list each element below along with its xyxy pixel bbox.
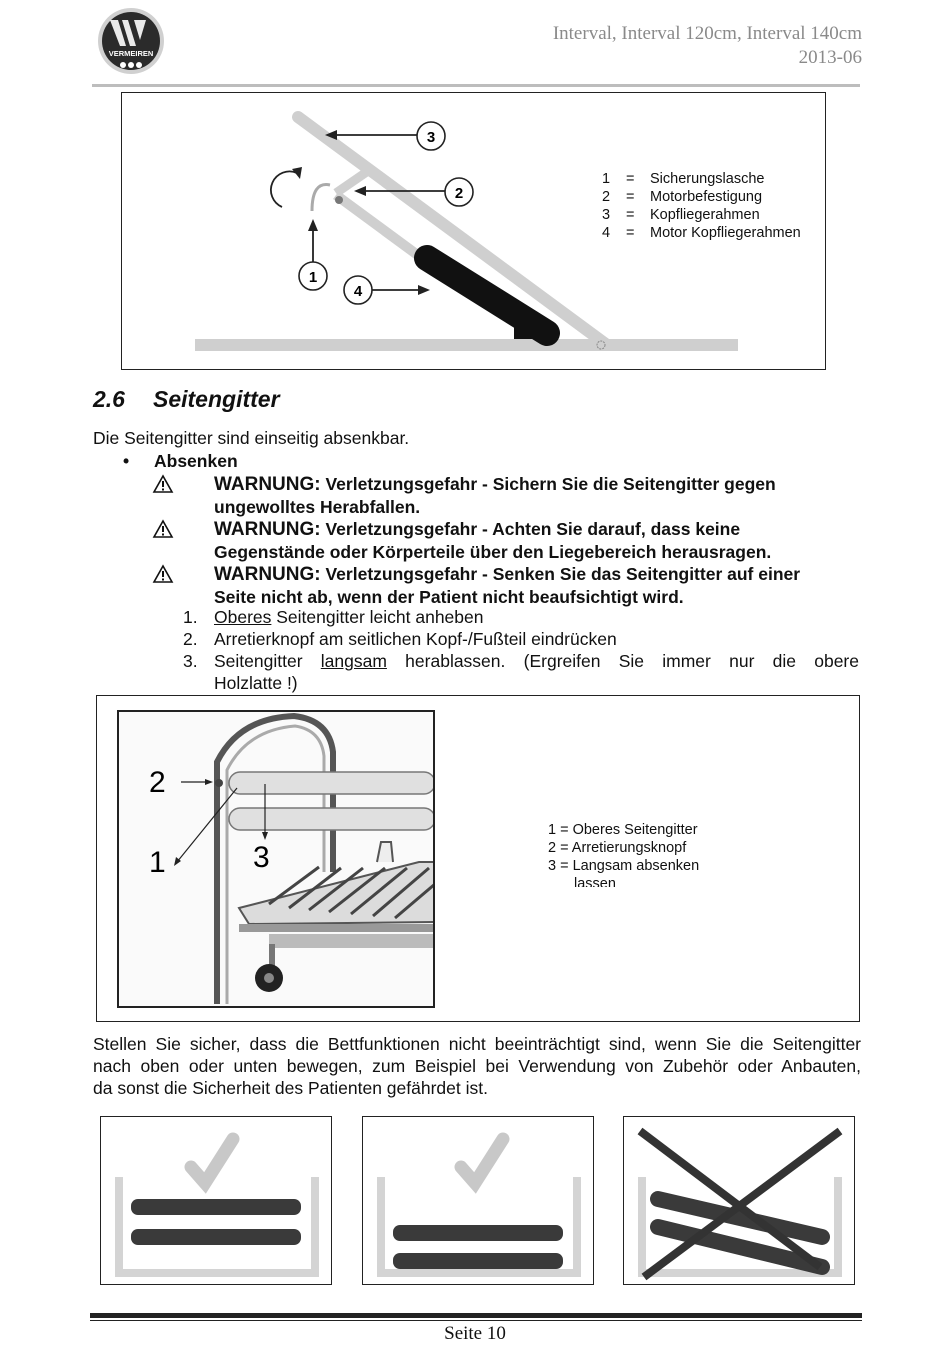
footer-divider [90,1313,862,1318]
step-2: 2. Arretierknopf am seitlichen Kopf-/Fußteil eindrücken [183,629,617,649]
bullet-dot: • [123,451,130,471]
legend-row: 3 = Langsam absenken [548,858,700,874]
figure2-legend [548,821,699,887]
photo-label-2: 2 [149,766,166,799]
warning-triangle-icon [152,519,174,539]
header-date: 2013-06 [798,47,862,68]
callout-4: 4 [353,283,363,300]
vermeiren-logo [96,6,166,76]
rail-position-wrong [623,1116,855,1285]
page-number: Seite 10 [444,1323,506,1344]
svg-text:VERMEIREN: VERMEIREN [108,49,154,58]
legend-row: 4 = Motor Kopfliegerahmen [602,225,801,241]
step-1: 1. Oberes Seitengitter leicht anheben [183,607,484,627]
section-intro: Die Seitengitter sind einseitig absenkbar. [93,428,410,448]
side-rail-photo [117,710,435,1008]
callout-3: 3 [426,129,436,146]
bullet-item: • Absenken [123,451,238,471]
safety-paragraph: Stellen Sie sicher, dass die Bettfunktionen nicht beeinträchtigt sind, wenn Sie die Seitengitter nach oben oder unten bewegen, zum Beispiel bei Verwendung von Zubehör oder Anbauten, da sonst die Sicherheit des Patienten gefährdet ist. [93,1034,861,1098]
figure-side-rail [96,695,860,1022]
callout-2: 2 [454,185,464,202]
section-heading [93,386,280,413]
figure1-legend [602,170,801,242]
legend-row: 2 = Motorbefestigung [602,189,763,205]
warning-triangle-icon [152,474,174,494]
header-divider [92,84,860,87]
section-title: Seitengitter [153,386,280,412]
legend-row: 1 = Oberes Seitengitter [548,822,698,838]
section-number: 2.6 [93,386,125,412]
rail-position-ok-1 [100,1116,332,1285]
step-3: 3. Seitengitter langsam herablassen. (Ergreifen Sie immer nur die obere Holzlatte !) [183,651,859,693]
check-icon [191,1139,233,1183]
document-header [553,22,862,70]
footer-divider-thin [90,1320,862,1321]
rail-position-ok-2 [362,1116,594,1285]
warning-triangle-icon [152,564,174,584]
legend-row: 2 = Arretierungsknopf [548,840,687,856]
callout-1: 1 [308,269,318,286]
figure-head-frame [121,92,826,370]
legend-row: 1 = Sicherungslasche [602,171,765,187]
legend-row: lassen [574,876,616,887]
photo-label-1: 1 [149,846,166,879]
photo-label-3: 3 [253,841,270,874]
legend-row: 3 = Kopfliegerahmen [602,207,760,223]
check-icon [461,1139,503,1183]
header-models: Interval, Interval 120cm, Interval 140cm [552,23,862,44]
